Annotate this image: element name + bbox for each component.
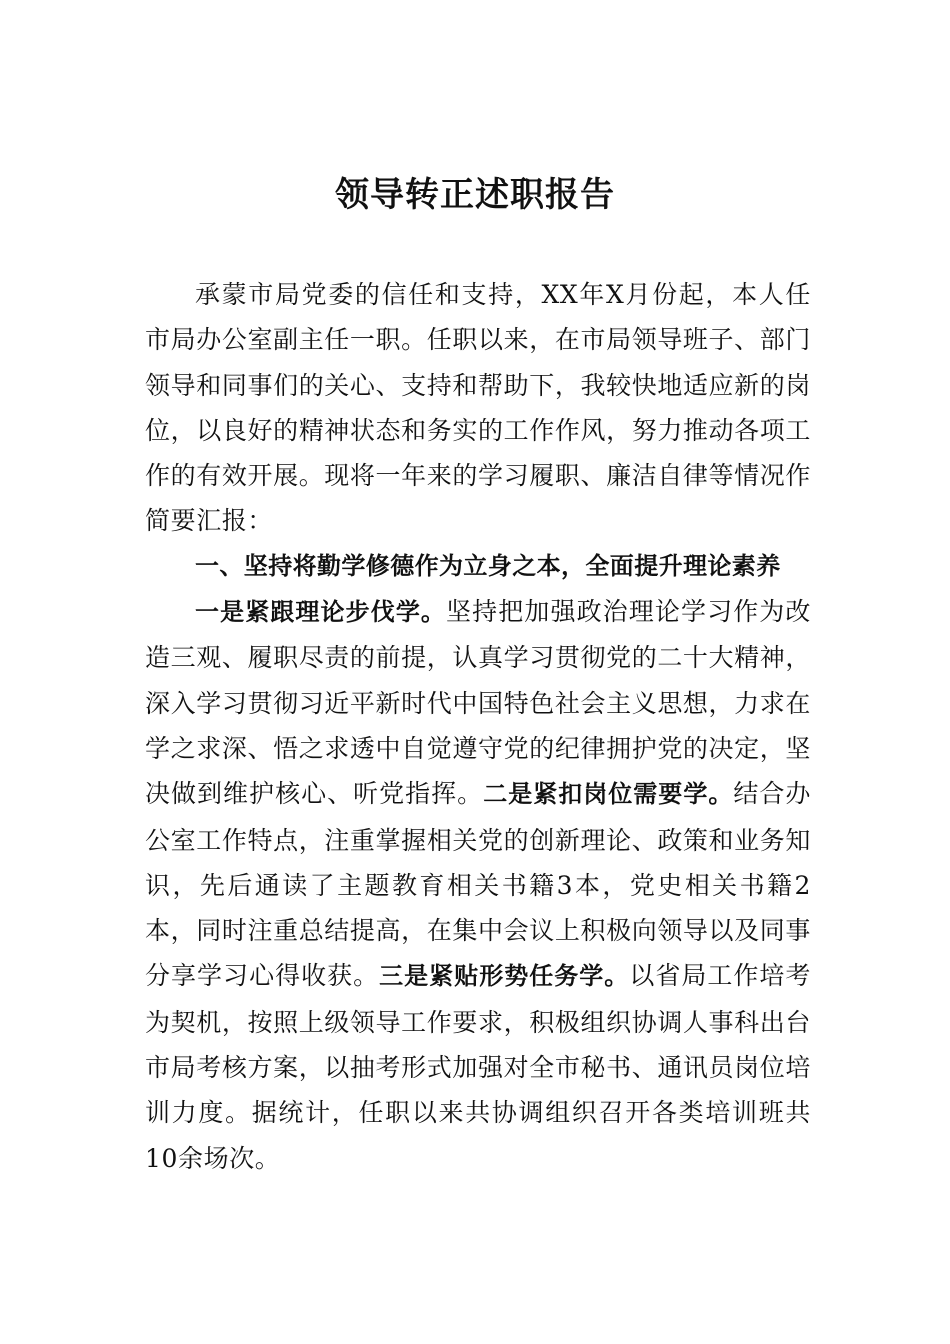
point-1-text: 坚持把加强政治理论学习作为改造三观、履职尽责的前提，认真学习贯彻党的二十大精神，深入学习贯彻习近平新时代中国特色社会主义思想，力求在学之求深、悟之求透中自觉遵守党的纪律拥护党的决定，坚决做到维护核心、听党指挥。	[145, 597, 812, 809]
section-paragraph	[145, 589, 811, 1181]
point-1-lead: 一是紧跟理论步伐学。	[195, 598, 447, 627]
point-2-text: 结合办公室工作特点，注重掌握相关党的创新理论、政策和业务知识，先后通读了主题教育相关书籍3本，党史相关书籍2本，同时注重总结提高，在集中会议上积极向领导以及同事分享学习心得收获。	[145, 779, 811, 991]
point-3-text: 以省局工作培考为契机，按照上级领导工作要求，积极组织协调人事科出台市局考核方案，以抽考形式加强对全市秘书、通讯员岗位培训力度。据统计，任职以来共协调组织召开各类培训班共10余场次。	[145, 961, 812, 1173]
document-body	[145, 272, 811, 1181]
section-heading: 一、坚持将勤学修德作为立身之本，全面提升理论素养	[195, 551, 781, 580]
intro-paragraph: 承蒙市局党委的信任和支持，XX年X月份起，本人任市局办公室副主任一职。任职以来，在市局领导班子、部门领导和同事们的关心、支持和帮助下，我较快地适应新的岗位，以良好的精神状态和务实的工作作风，努力推动各项工作的有效开展。现将一年来的学习履职、廉洁自律等情况作简要汇报：	[145, 280, 811, 536]
point-2-lead: 二是紧扣岗位需要学。	[483, 780, 734, 809]
document-title: 领导转正述职报告	[335, 175, 615, 215]
point-3-lead: 三是紧贴形势任务学。	[379, 962, 630, 991]
